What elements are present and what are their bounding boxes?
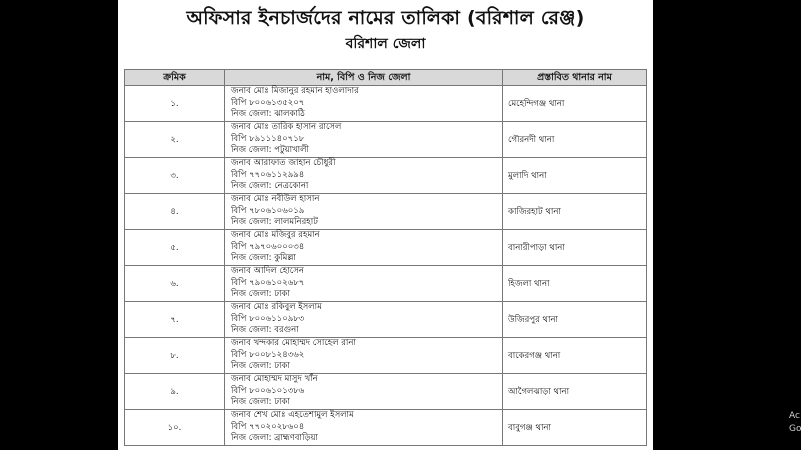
serial-cell: ২. (125, 122, 225, 158)
officer-info-cell (225, 302, 503, 338)
officer-info-cell (225, 194, 503, 230)
document-subtitle: বরিশাল জেলা (345, 36, 426, 52)
table-row (125, 122, 647, 158)
table-row (125, 86, 647, 122)
officer-info-cell (225, 86, 503, 122)
table-row (125, 266, 647, 302)
officer-name: জনাব মোঃ মজিবুর রহমান (231, 230, 320, 241)
officer-name: জনাব মোঃ মিজানুর রহমান হাওলাদার (231, 86, 359, 97)
proposed-station-cell: উজিরপুর থানা (503, 302, 647, 338)
serial-cell: ১০. (125, 410, 225, 446)
document-page (118, 0, 653, 450)
corner-overlay-text (789, 410, 801, 436)
corner-text-line: Ac (789, 411, 800, 421)
proposed-station-cell: গৌরনদী থানা (503, 122, 647, 158)
proposed-station-cell: বানারীপাড়া থানা (503, 230, 647, 266)
serial-cell: ৬. (125, 266, 225, 302)
serial-cell: ৯. (125, 374, 225, 410)
officer-district: নিজ জেলা: ঢাকা (231, 361, 290, 372)
officer-name: জনাব মোহাম্মদ মাসুদ খাঁন (231, 374, 318, 385)
table-row (125, 338, 647, 374)
serial-cell: ৪. (125, 194, 225, 230)
officer-name: জনাব মোঃ নবীউল হাসান (231, 194, 320, 205)
officer-bp: বিপি ৮০০৬১১০৯৮৩ (231, 313, 305, 324)
officer-district: নিজ জেলা: নেত্রকোনা (231, 181, 309, 192)
officer-info-cell (225, 374, 503, 410)
header-name-bp-district: নাম, বিপি ও নিজ জেলা (225, 70, 503, 86)
officer-bp: বিপি ৮০০৬১০১৩৮৬ (231, 385, 305, 396)
officer-district: নিজ জেলা: লালমনিরহাট (231, 217, 318, 228)
table-row (125, 158, 647, 194)
proposed-station-cell: বাবুগঞ্জ থানা (503, 410, 647, 446)
officer-district: নিজ জেলা: বরগুনা (231, 325, 299, 336)
officer-bp: বিপি ৮০০৮১২৪৩৬২ (231, 349, 305, 360)
officer-bp: বিপি ৭৭০৬১১২৯৯৪ (231, 169, 305, 180)
officer-district: নিজ জেলা: ঢাকা (231, 289, 290, 300)
officer-name: জনাব মোঃ রকিবুল ইসলাম (231, 302, 322, 313)
officer-district: নিজ জেলা: পটুয়াখালী (231, 145, 309, 156)
serial-cell: ৫. (125, 230, 225, 266)
officer-bp: বিপি ৮০০৬১৩৫২০৭ (231, 97, 305, 108)
officer-district: নিজ জেলা: ব্রাহ্মণবাড়িয়া (231, 433, 318, 444)
table-row (125, 374, 647, 410)
officer-info-cell (225, 410, 503, 446)
document-title: অফিসার ইনচার্জদের নামের তালিকা (বরিশাল রেঞ্জ) (186, 7, 585, 29)
officer-info-cell (225, 266, 503, 302)
officer-name: জনাব খন্দকার মোহাম্মদ সোহেল রানা (231, 338, 356, 349)
table-row (125, 302, 647, 338)
table-header-row (125, 70, 647, 86)
header-proposed-station: প্রস্তাবিত থানার নাম (503, 70, 647, 86)
officer-info-cell (225, 338, 503, 374)
table-row (125, 230, 647, 266)
officer-bp: বিপি ৭৭০২০২৮৬০৪ (231, 421, 305, 432)
officer-info-cell (225, 158, 503, 194)
proposed-station-cell: মেহেন্দিগঞ্জ থানা (503, 86, 647, 122)
officer-info-cell (225, 230, 503, 266)
serial-cell: ৭. (125, 302, 225, 338)
officer-bp: বিপি ৭৯০৬১০২৬৮৭ (231, 277, 305, 288)
table-row (125, 410, 647, 446)
serial-cell: ১. (125, 86, 225, 122)
officer-district: নিজ জেলা: ঝালকাঠি (231, 109, 305, 120)
officer-list-table (124, 69, 647, 446)
proposed-station-cell: বাকেরগঞ্জ থানা (503, 338, 647, 374)
corner-text-line: Go (789, 424, 801, 434)
officer-name: জনাব শেখ মোঃ এহতেশামুল ইসলাম (231, 410, 354, 421)
officer-name: জনাব আদিল হোসেন (231, 266, 304, 277)
officer-name: জনাব মোঃ তারিক হাসান রাসেল (231, 122, 342, 133)
officer-bp: বিপি ৭৯৭০৬০০০৩৪ (231, 241, 305, 252)
officer-district: নিজ জেলা: ঢাকা (231, 397, 290, 408)
table-row (125, 194, 647, 230)
serial-cell: ৩. (125, 158, 225, 194)
officer-info-cell (225, 122, 503, 158)
proposed-station-cell: কাজিরহাট থানা (503, 194, 647, 230)
serial-cell: ৮. (125, 338, 225, 374)
proposed-station-cell: মুলাদি থানা (503, 158, 647, 194)
officer-bp: বিপি ৮৯১১১৪০৭১৮ (231, 133, 305, 144)
officer-name: জনাব আরাফাত জাহান চৌধুরী (231, 158, 336, 169)
proposed-station-cell: হিজলা থানা (503, 266, 647, 302)
officer-district: নিজ জেলা: কুমিল্লা (231, 253, 296, 264)
officer-bp: বিপি ৭৮০৬১০৬০১৯ (231, 205, 305, 216)
header-serial: ক্রমিক (125, 70, 225, 86)
proposed-station-cell: আগৈলঝাড়া থানা (503, 374, 647, 410)
